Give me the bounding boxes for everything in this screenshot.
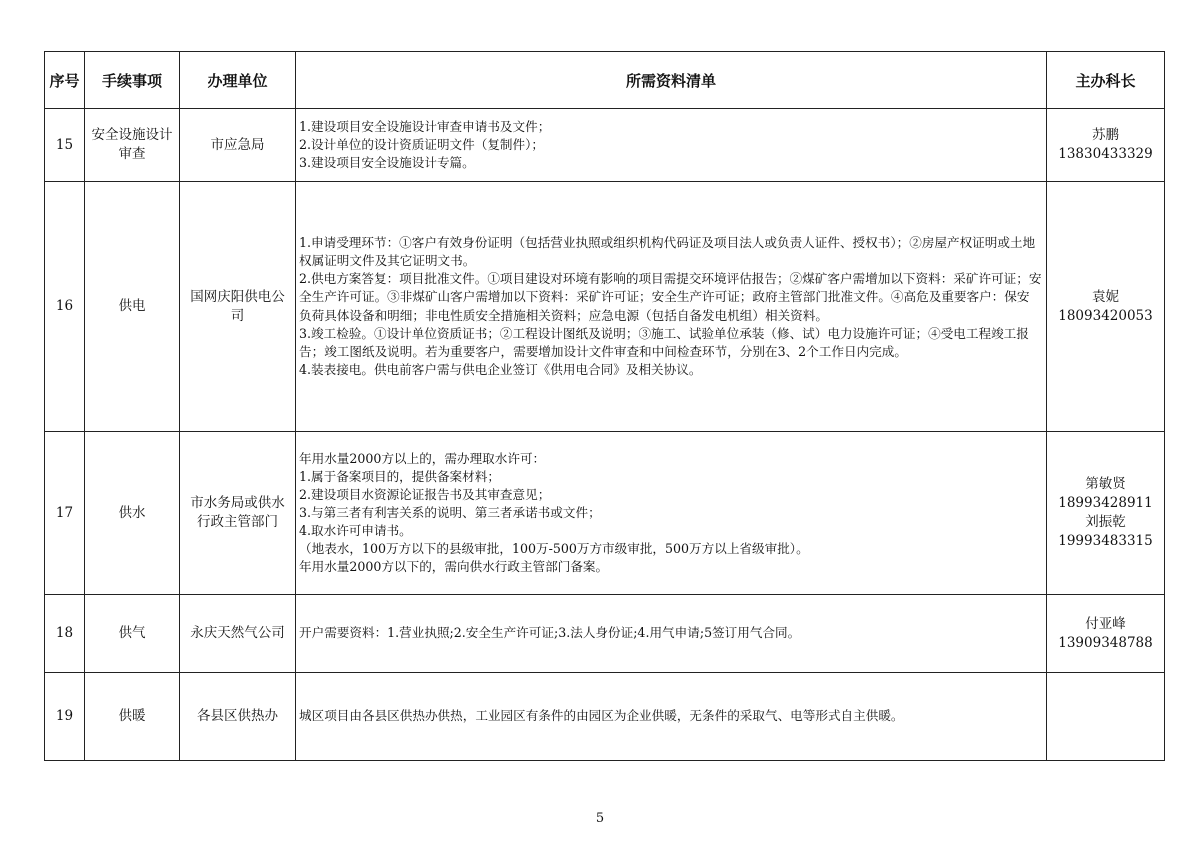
material-line: 2.建设项目水资源论证报告书及其审查意见； [299,486,551,502]
chief-name: 第敏贤 [1085,476,1126,492]
chief-phone: 13830433329 [1058,146,1153,162]
material-line: 开户需要资料：1.营业执照;2.安全生产许可证;3.法人身份证;4.用气申请;5签订用气合同。 [299,625,801,641]
material-line: 4.取水许可申请书。 [299,523,412,539]
material-line: 年用水量2000方以下的，需向供水行政主管部门备案。 [299,559,609,575]
chief-name: 刘振乾 [1085,514,1126,530]
table-row [45,182,1165,432]
header-unit: 办理单位 [180,52,296,109]
header-chief: 主办科长 [1047,52,1165,109]
material-line: 3.竣工检验。①设计单位资质证书；②工程设计图纸及说明；③施工、试验单位承装（修、试）电力设施许可证；④受电工程竣工报告；竣工图纸及说明。若为重要客户，需要增加设计文件审查和中间检查环节，分别在3、2个工作日内完成。 [299,325,1029,359]
header-row [45,52,1165,109]
material-line: 1.建设项目安全设施设计审查申请书及文件； [299,118,551,134]
requirements-table [44,51,1165,761]
material-line: 4.装表接电。供电前客户需与供电企业签订《供用电合同》及相关协议。 [299,361,702,377]
row-materials [296,595,1047,673]
header-no: 序号 [45,52,85,109]
material-line: 年用水量2000方以上的，需办理取水许可： [299,450,546,466]
row-materials [296,182,1047,432]
chief-phone: 19993483315 [1058,533,1153,549]
row-no: 18 [45,595,85,673]
row-item: 供水 [85,432,180,595]
table-row [45,673,1165,761]
material-line: 2.供电方案答复：项目批准文件。①项目建设对环境有影响的项目需提交环境评估报告；②煤矿客户需增加以下资料：采矿许可证；安全生产许可证。③非煤矿山客户需增加以下资料：采矿许可证；安全生产许可证；政府主管部门批准文件。④高危及重要客户：保安负荷具体设备和明细；非电性质安全措施相关资料；应急电源（包括自备发电机组）相关资料。 [299,271,1042,323]
row-chief [1047,109,1165,182]
row-no: 19 [45,673,85,761]
table-row [45,109,1165,182]
header-materials: 所需资料清单 [296,52,1047,109]
row-item: 安全设施设计审查 [85,109,180,182]
row-materials [296,109,1047,182]
row-item: 供暖 [85,673,180,761]
row-item: 供气 [85,595,180,673]
row-chief [1047,673,1165,761]
row-item: 供电 [85,182,180,432]
row-unit: 国网庆阳供电公司 [180,182,296,432]
table-row [45,595,1165,673]
row-materials [296,673,1047,761]
chief-phone: 18993428911 [1058,495,1153,511]
row-chief [1047,432,1165,595]
chief-name: 袁妮 [1092,288,1119,305]
chief-phone: 18093420053 [1058,307,1153,324]
material-line: 2.设计单位的设计资质证明文件（复制件）； [299,136,544,152]
chief-name: 付亚峰 [1085,615,1126,632]
material-line: 1.属于备案项目的，提供备案材料； [299,468,500,484]
material-line: （地表水，100万方以下的县级审批，100万-500万方市级审批，500万方以上省级审批）。 [299,541,809,557]
row-no: 16 [45,182,85,432]
row-chief [1047,182,1165,432]
row-chief [1047,595,1165,673]
row-materials [296,432,1047,595]
page-number: 5 [595,811,605,826]
row-unit: 市应急局 [180,109,296,182]
row-unit: 永庆天然气公司 [180,595,296,673]
row-no: 17 [45,432,85,595]
chief-name: 苏鹏 [1092,127,1119,143]
header-item: 手续事项 [85,52,180,109]
row-unit: 市水务局或供水行政主管部门 [180,432,296,595]
row-no: 15 [45,109,85,182]
material-line: 1.申请受理环节：①客户有效身份证明（包括营业执照或组织机构代码证及项目法人或负责人证件、授权书）；②房屋产权证明或土地权属证明文件及其它证明文书。 [299,235,1036,269]
chief-phone: 13909348788 [1058,634,1153,651]
material-line: 3.与第三者有利害关系的说明、第三者承诺书或文件； [299,504,601,520]
table-row [45,432,1165,595]
material-line: 城区项目由各县区供热办供热，工业园区有条件的由园区为企业供暖，无条件的采取气、电等形式自主供暖。 [299,708,904,724]
row-unit: 各县区供热办 [180,673,296,761]
material-line: 3.建设项目安全设施设计专篇。 [299,155,475,171]
